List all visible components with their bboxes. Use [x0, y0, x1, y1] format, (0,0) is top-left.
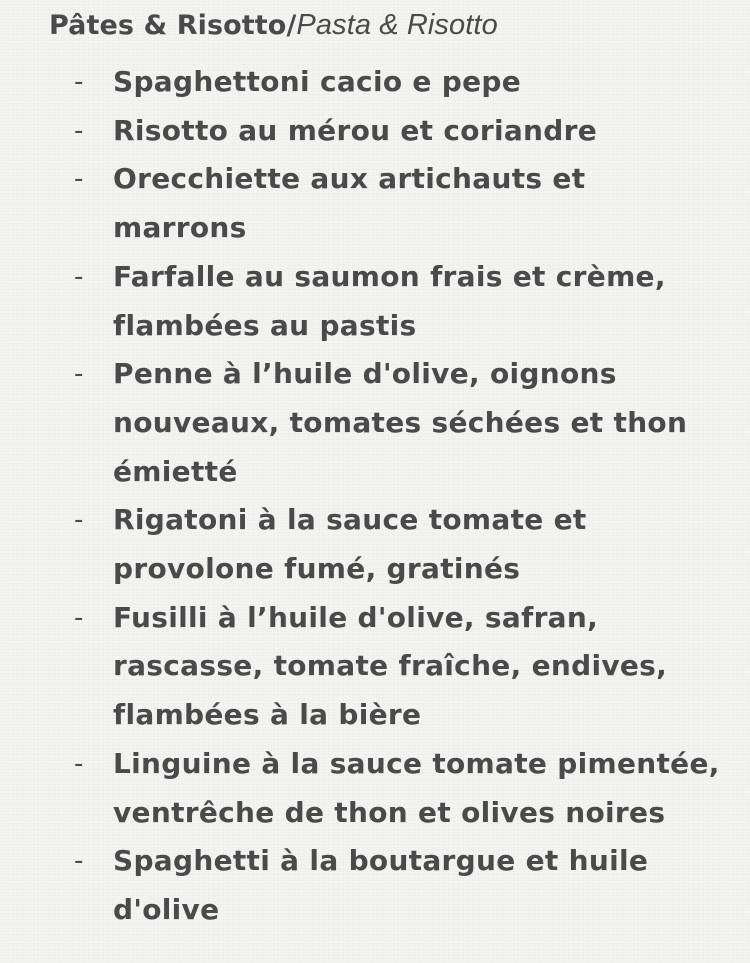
list-item: [0, 253, 750, 350]
bullet-dash: -: [74, 602, 84, 633]
bullet-dash: -: [74, 505, 84, 536]
list-item: [0, 837, 750, 934]
dish-list: [0, 58, 750, 935]
dish-name: Spaghetti à la boutargue et huile d'olive: [113, 844, 649, 926]
section-heading: [49, 8, 498, 43]
bullet-dash: -: [74, 359, 84, 390]
section-title-french: Pâtes & Risotto/: [49, 10, 297, 41]
dish-name: Linguine à la sauce tomate pimentée, ventrêche de thon et olives noires: [113, 746, 720, 829]
list-item: [0, 350, 750, 496]
dish-name: Orecchiette aux artichauts et marrons: [113, 162, 586, 245]
dish-name: Farfalle au saumon frais et crème, flambées au pastis: [113, 259, 666, 342]
section-title-english: Pasta & Risotto: [296, 9, 498, 41]
list-item: [0, 496, 750, 593]
list-item: [0, 740, 750, 837]
bullet-dash: -: [74, 115, 84, 146]
dish-name: Risotto au mérou et coriandre: [113, 113, 598, 147]
bullet-dash: -: [74, 846, 84, 877]
bullet-dash: -: [74, 164, 84, 195]
dish-name: Spaghettoni cacio e pepe: [113, 65, 522, 98]
dish-name: Rigatoni à la sauce tomate et provolone fumé, gratinés: [113, 503, 587, 586]
list-item: [0, 107, 750, 156]
dish-name: Fusilli à l’huile d'olive, safran, rascasse, tomate fraîche, endives, flambées à la bière: [113, 600, 668, 732]
list-item: [0, 58, 750, 107]
dish-name: Penne à l’huile d'olive, oignons nouveaux, tomates séchées et thon émietté: [113, 357, 688, 488]
list-item: [0, 155, 750, 252]
list-item: [0, 594, 750, 740]
bullet-dash: -: [74, 261, 84, 292]
bullet-dash: -: [74, 748, 84, 779]
bullet-dash: -: [74, 67, 84, 97]
